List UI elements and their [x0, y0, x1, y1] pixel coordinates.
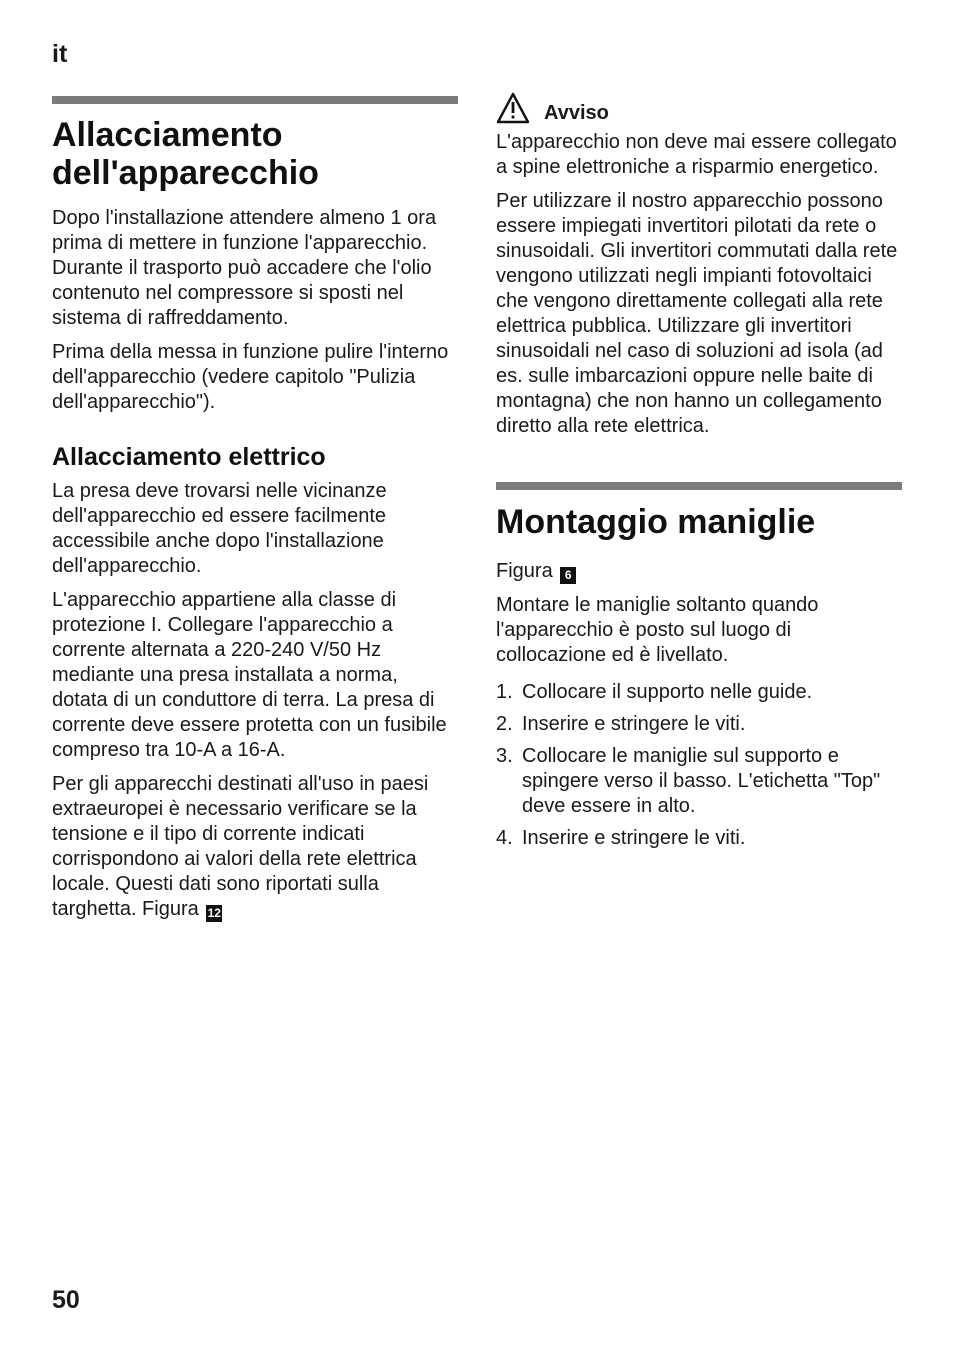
language-code: it — [52, 40, 68, 68]
paragraph: Dopo l'installazione attendere almeno 1 ora prima di mettere in funzione l'apparecchio. Durante il trasporto può accadere che l'olio contenuto nel compressore si sposti nel sistema di raffreddamento. — [52, 207, 437, 329]
section-rule — [52, 96, 458, 104]
step-number: 2. — [496, 713, 513, 735]
list-item — [496, 712, 902, 737]
warning-text: Per utilizzare il nostro apparecchio possono essere impiegati invertitori pilotati da rete o sinusoidali. Gli invertitori commutati dalla rete vengono utilizzati negli impianti fotovoltaici che vengono direttamente collegati alla rete elettrica pubblica. Utilizzare gli invertitori sinusoidali nel caso di soluzioni ad isola (ad es. sulle imbarcazioni oppure nelle baite di montagna) che non hanno un collegamento diretto alla rete elettrica. — [496, 190, 898, 437]
step-number: 3. — [496, 745, 513, 767]
section-title-connection: Allacciamento dell'apparecchio — [52, 116, 319, 192]
figure-ref-badge: 12 — [207, 906, 221, 920]
warning-header — [496, 88, 902, 124]
page-number: 50 — [52, 1286, 80, 1314]
warning-title: Avviso — [544, 102, 609, 124]
step-text: Collocare le maniglie sul supporto e spingere verso il basso. L'etichetta "Top" deve essere in alto. — [522, 745, 881, 817]
step-text: Inserire e stringere le viti. — [522, 713, 746, 735]
figure-label: Figura — [496, 560, 553, 582]
step-text: Inserire e stringere le viti. — [522, 827, 746, 849]
section-rule — [496, 482, 902, 490]
subheading-electrical: Allacciamento elettrico — [52, 443, 326, 471]
paragraph — [52, 772, 458, 922]
step-number: 4. — [496, 827, 513, 849]
paragraph: L'apparecchio appartiene alla classe di protezione I. Collegare l'apparecchio a corrente alternata a 220-240 V/50 Hz mediante una presa installata a norma, dotata di un conduttore di terra. La presa di corrente deve essere protetta con un fusibile compreso tra 10-A a 16-A. — [52, 589, 447, 761]
figure-line — [496, 559, 902, 584]
warning-triangle-icon — [496, 92, 530, 124]
step-text: Collocare il supporto nelle guide. — [522, 681, 813, 703]
warning-text: L'apparecchio non deve mai essere collegato a spine elettroniche a risparmio energetico. — [496, 131, 897, 178]
steps-list — [496, 680, 902, 851]
figure-ref-badge: 6 — [560, 567, 576, 584]
list-item — [496, 826, 902, 851]
left-column — [52, 96, 458, 931]
list-item — [496, 680, 902, 705]
paragraph: Montare le maniglie soltanto quando l'apparecchio è posto sul luogo di collocazione ed è livellato. — [496, 594, 819, 666]
paragraph: La presa deve trovarsi nelle vicinanze dell'apparecchio ed essere facilmente accessibile anche dopo l'installazione dell'apparecchio. — [52, 480, 387, 577]
list-item — [496, 744, 902, 819]
right-column — [496, 88, 902, 858]
paragraph: Prima della messa in funzione pulire l'interno dell'apparecchio (vedere capitolo "Pulizia dell'apparecchio"). — [52, 341, 449, 413]
section-title-handles: Montaggio maniglie — [496, 503, 816, 541]
paragraph-text: Per gli apparecchi destinati all'uso in paesi extraeuropei è necessario verificare se la tensione e il tipo di corrente indicati corrispondono ai valori della rete elettrica locale. Questi dati sono riportati sulla targhetta. Figura — [52, 773, 429, 920]
step-number: 1. — [496, 681, 513, 703]
